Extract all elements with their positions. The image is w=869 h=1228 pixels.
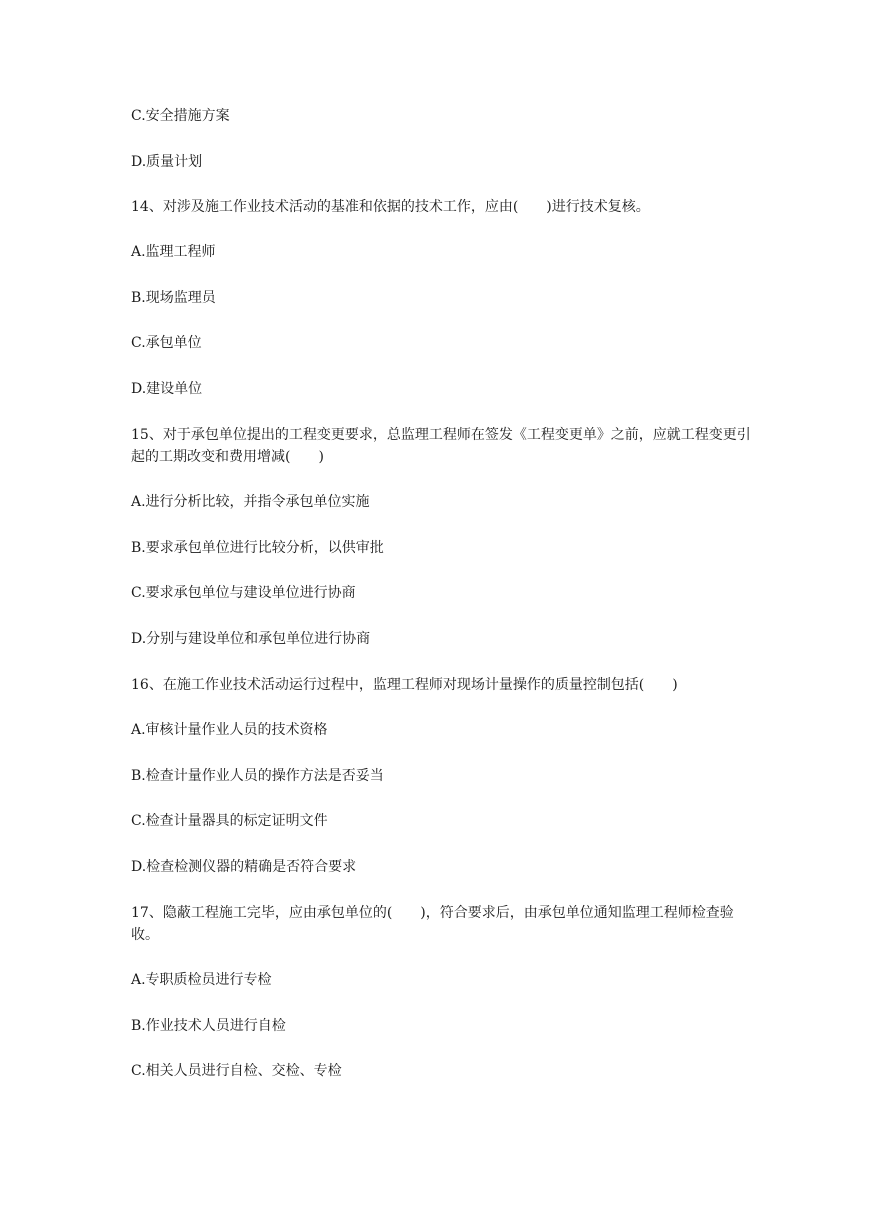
question-15: 15、对于承包单位提出的工程变更要求，总监理工程师在签发《工程变更单》之前，应就工程变更引起的工期改变和费用增减( ) bbox=[131, 427, 751, 465]
option-c-q14: C.承包单位 bbox=[131, 335, 202, 351]
option-c-q16: C.检查计量器具的标定证明文件 bbox=[131, 813, 328, 829]
option-c-q13: C.安全措施方案 bbox=[131, 108, 230, 124]
option-a-q14: A.监理工程师 bbox=[131, 244, 216, 260]
question-17: 17、隐蔽工程施工完毕，应由承包单位的( )，符合要求后，由承包单位通知监理工程师检查验收。 bbox=[131, 905, 734, 943]
option-a-q16: A.审核计量作业人员的技术资格 bbox=[131, 722, 328, 738]
option-a-q15: A.进行分析比较，并指令承包单位实施 bbox=[131, 494, 370, 510]
option-d-q13: D.质量计划 bbox=[131, 154, 203, 170]
option-c-q17: C.相关人员进行自检、交检、专检 bbox=[131, 1063, 342, 1079]
option-b-q16: B.检查计量作业人员的操作方法是否妥当 bbox=[131, 768, 384, 784]
option-a-q17: A.专职质检员进行专检 bbox=[131, 972, 272, 988]
option-c-q15: C.要求承包单位与建设单位进行协商 bbox=[131, 585, 356, 601]
question-14: 14、对涉及施工作业技术活动的基准和依据的技术工作，应由( )进行技术复核。 bbox=[131, 199, 650, 215]
option-d-q14: D.建设单位 bbox=[131, 381, 203, 397]
option-d-q15: D.分别与建设单位和承包单位进行协商 bbox=[131, 631, 371, 647]
option-d-q16: D.检查检测仪器的精确是否符合要求 bbox=[131, 859, 357, 875]
option-b-q15: B.要求承包单位进行比较分析，以供审批 bbox=[131, 540, 384, 556]
option-b-q17: B.作业技术人员进行自检 bbox=[131, 1018, 286, 1034]
question-16: 16、在施工作业技术活动运行过程中，监理工程师对现场计量操作的质量控制包括( ) bbox=[131, 677, 678, 693]
option-b-q14: B.现场监理员 bbox=[131, 290, 216, 306]
